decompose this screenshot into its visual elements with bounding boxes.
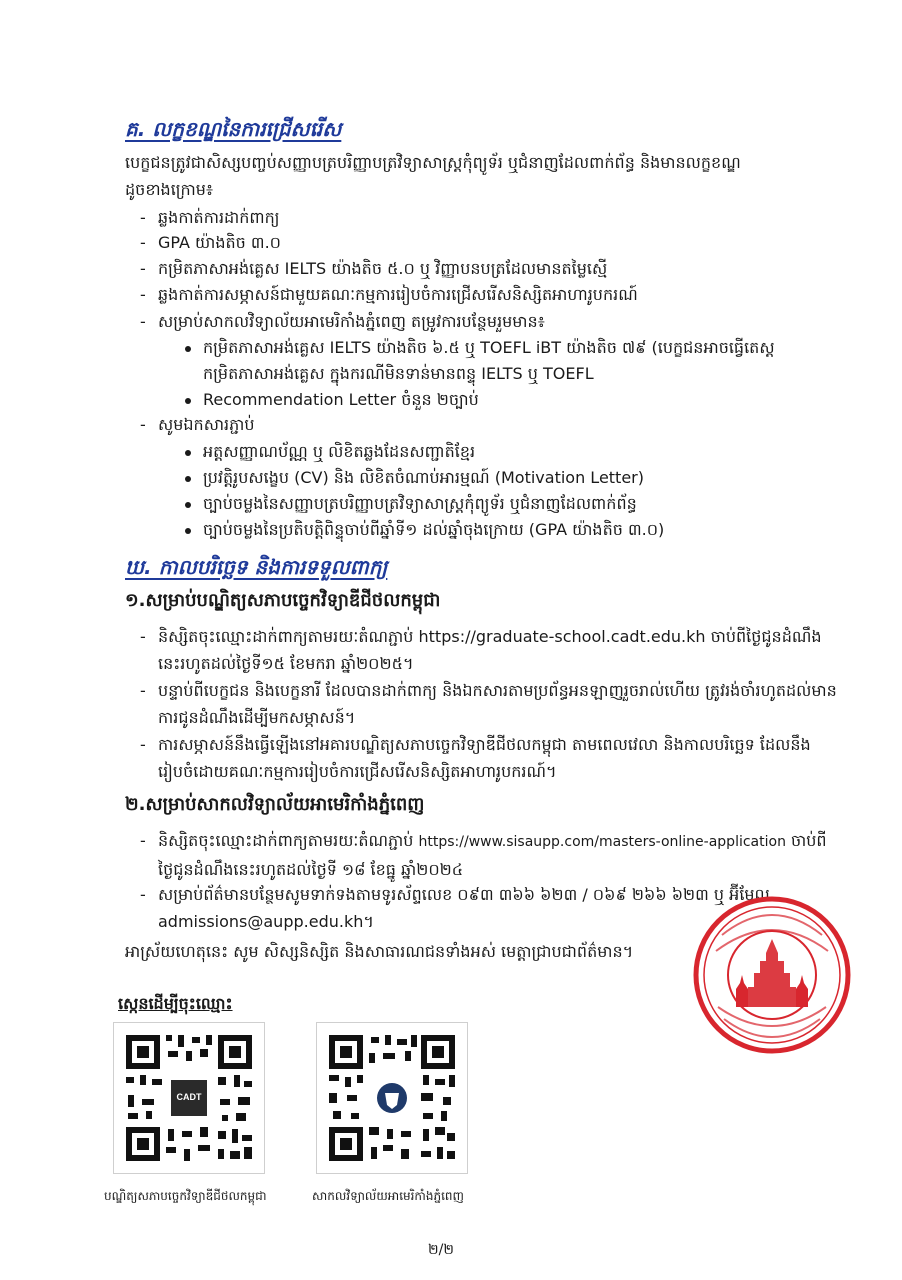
cadt-subheading: ១.សម្រាប់បណ្ឌិត្យសភាបច្ចេកវិទ្យាឌីជីថលកម្ពុជា: [125, 590, 441, 611]
qr-pattern-icon: [114, 1023, 264, 1173]
requirement-item: - កម្រិតភាសាអង់គ្លេស IELTS យ៉ាងតិច ៥.០ ឬ វិញ្ញាបនបត្រដែលមានតម្លៃស្មើ: [140, 259, 608, 278]
cadt-item: - ការសម្ភាសន៍នឹងធ្វើឡើងនៅអគារបណ្ឌិត្យសភាបច្ចេកវិទ្យាឌីជីថលកម្ពុជា តាមពេលវេលា និងកាលបរិច្ឆេទ ដែលនឹងរៀបចំដោយគណៈកម្មការរៀបចំការជ្រើសរើសនិស្សិតអាហារូបករណ៍។: [140, 735, 811, 781]
page-number: ២/២: [428, 1242, 454, 1258]
aupp-qr-code[interactable]: [316, 1022, 468, 1174]
cadt-qr-caption: បណ្ឌិត្យសភាបច្ចេកវិទ្យាឌីជីថលកម្ពុជា: [104, 1189, 267, 1203]
aupp-requirement-ielts: កម្រិតភាសាអង់គ្លេស IELTS យ៉ាងតិច ៦.៥ ឬ TOEFL iBT យ៉ាងតិច ៧៩ (បេក្ខជនអាចធ្វើតេស្ត កម្រិតភាសាអង់គ្លេស ក្នុងករណីមិនទាន់មានពន្ទុ IELTS ឬ TOEFL: [185, 335, 775, 387]
cadt-logo-text: CADT: [176, 1092, 202, 1102]
section-c-intro-line1: បេក្ខជនត្រូវជាសិស្សបញ្ចប់សញ្ញាបត្របរិញ្ញាបត្រវិទ្យាសាស្ត្រកុំព្យូទ័រ ឬជំនាញដែលពាក់ព័ន្ធ និងមានលក្ខខណ្ឌ: [125, 153, 741, 172]
aupp-item: - សម្រាប់ព័ត៌មានបន្ថែមសូមទាក់ទងតាមទូរស័ព្ទលេខ ០៩៣ ៣៦៦ ៦២៣ / ០៦៩ ២៦៦ ៦២៣ ឬ អ៊ីមែល admissions@aupp.edu.kh។: [140, 885, 770, 931]
cadt-item: - និស្សិតចុះឈ្មោះដាក់ពាក្យតាមរយៈតំណភ្ជាប់ https://graduate-school.cadt.edu.kh ចាប់ពីថ្ងៃជូនដំណឹងនេះរហូតដល់ថ្ងៃទី១៥ ខែមករា ឆ្នាំ២០២៥។: [140, 627, 822, 673]
attachment-item: ច្បាប់ចម្លងនៃប្រតិបត្តិពិន្ទុចាប់ពីឆ្នាំទី១ ដល់ឆ្នាំចុងក្រោយ (GPA យ៉ាងតិច ៣.០): [185, 517, 664, 543]
qr-pattern-icon: [317, 1023, 467, 1173]
section-c-title: គ. លក្ខខណ្ឌនៃការជ្រើសរើស: [125, 117, 342, 141]
requirement-item: - ឆ្លងកាត់ការសម្ភាសន៍ជាមួយគណៈកម្មការរៀបចំការជ្រើសរើសនិស្សិតអាហារូបករណ៍: [140, 285, 638, 304]
cadt-qr-code[interactable]: [113, 1022, 265, 1174]
requirement-item: - GPA យ៉ាងតិច ៣.០: [140, 233, 282, 252]
section-d-title: ឃ. កាលបរិច្ឆេទ និងការទទួលពាក្យ: [125, 555, 388, 579]
cadt-item: - បន្ទាប់ពីបេក្ខជន និងបេក្ខនារី ដែលបានដាក់ពាក្យ និងឯកសារតាមប្រព័ន្ធអនឡាញរួចរាល់ហើយ ត្រូវរង់ចាំរហូតដល់មានការជូនដំណឹងដើម្បីមកសម្ភាសន៍។: [140, 681, 837, 727]
scan-label: ស្កេនដើម្បីចុះឈ្មោះ: [118, 994, 233, 1013]
closing-statement: អាស្រ័យហេតុនេះ សូម សិស្សនិស្សិត និងសាធារណជនទាំងអស់ មេត្តាជ្រាបជាព័ត៌មាន។: [125, 942, 634, 961]
cadt-link[interactable]: https://graduate-school.cadt.edu.kh: [418, 627, 706, 646]
requirement-item: - សម្រាប់សាកលវិទ្យាល័យអាមេរិកាំងភ្នំពេញ តម្រូវការបន្ថែមរួមមាន៖: [140, 312, 545, 331]
attachment-item: ប្រវត្តិរូបសង្ខេប (CV) និង លិខិតចំណាប់អារម្មណ៍ (Motivation Letter): [185, 465, 644, 491]
requirement-item: - ឆ្លងកាត់ការដាក់ពាក្យ: [140, 208, 280, 227]
attachment-item: អត្តសញ្ញាណប័ណ្ណ ឬ លិខិតឆ្លងដែនសញ្ជាតិខ្មែរ: [185, 439, 475, 465]
aupp-link[interactable]: https://www.sisaupp.com/masters-online-application: [418, 834, 786, 850]
attachments-heading: - សូមឯកសារភ្ជាប់: [140, 415, 255, 434]
aupp-requirement-recommendation: Recommendation Letter ចំនួន ២ច្បាប់: [185, 387, 479, 413]
official-seal-icon: [692, 895, 852, 1055]
aupp-email[interactable]: admissions@aupp.edu.kh: [158, 912, 364, 931]
aupp-subheading: ២.សម្រាប់សាកលវិទ្យាល័យអាមេរិកាំងភ្នំពេញ: [125, 794, 425, 815]
attachment-item: ច្បាប់ចម្លងនៃសញ្ញាបត្របរិញ្ញាបត្រវិទ្យាសាស្ត្រកុំព្យូទ័រ ឬជំនាញដែលពាក់ព័ន្ធ: [185, 491, 637, 517]
aupp-qr-caption: សាកលវិទ្យាល័យអាមេរិកាំងភ្នំពេញ: [312, 1189, 464, 1203]
aupp-item: - និស្សិតចុះឈ្មោះដាក់ពាក្យតាមរយៈតំណភ្ជាប់ https://www.sisaupp.com/masters-online-application ចាប់ពីថ្ងៃជូនដំណឹងនេះរហូតដល់ថ្ងៃទី ១៨ ខែធ្នូ ឆ្នាំ២០២៤: [140, 831, 827, 879]
section-c-intro-line2: ដូចខាងក្រោម៖: [125, 180, 213, 199]
